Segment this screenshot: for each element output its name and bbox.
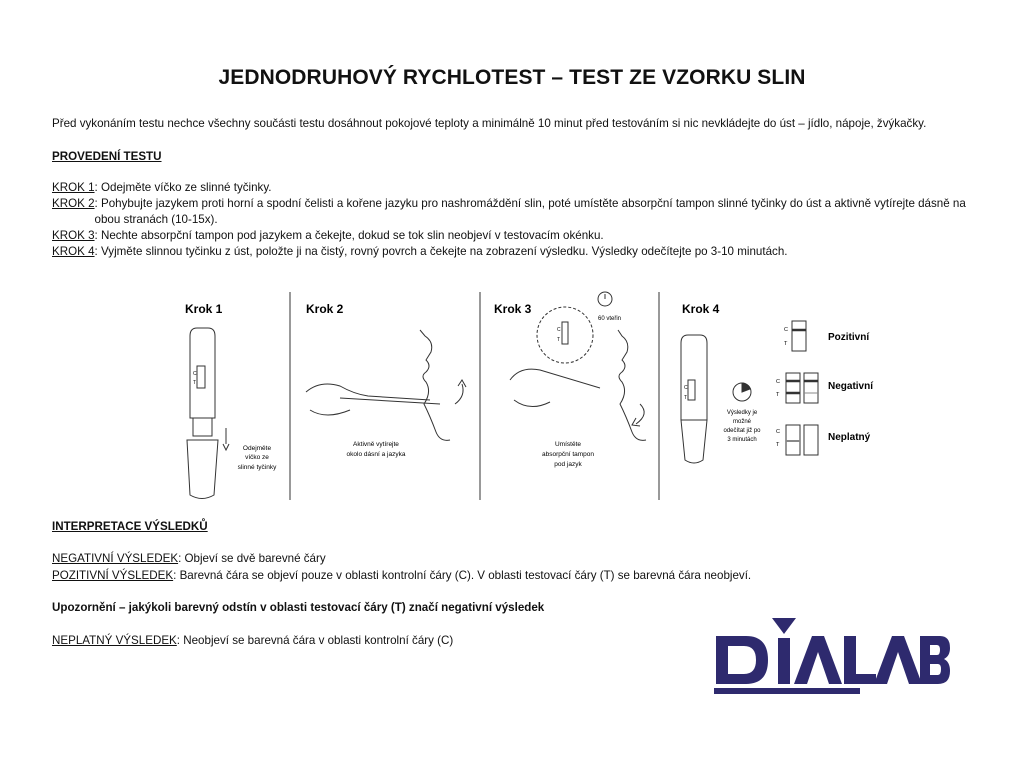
warning-text: Upozornění – jakýkoli barevný odstín v oblasti testovací čáry (T) značí negativní výsledek <box>52 601 545 614</box>
panel2-caption-2: okolo dásní a jazyka <box>346 451 406 458</box>
panel3-caption-1: Umístěte <box>554 441 582 448</box>
negative-result-line <box>52 552 326 565</box>
panel1-caption-2: víčko ze <box>245 454 269 461</box>
step-2-text: : Pohybujte jazykem proti horní a spodní čelisti a kořene jazyku pro nashromáždění slin, poté umístěte absorpční tampon slinné tyčinky do úst a aktivně vytírejte dásně na obou stranách (10-15x). <box>94 197 966 226</box>
panel2-title: Krok 2 <box>306 302 344 316</box>
panel4-caption-2: možné <box>732 419 752 425</box>
procedure-heading: PROVEDENÍ TESTU <box>52 150 162 163</box>
step-4-label: KROK 4 <box>52 245 95 258</box>
panel1-caption-3: slinné tyčinky <box>237 464 277 471</box>
negative-result-text: : Objeví se dvě barevné čáry <box>178 552 326 565</box>
positive-t-mark: T <box>784 341 788 347</box>
positive-result-label: POZITIVNÍ VÝSLEDEK <box>52 569 174 582</box>
invalid-window-b <box>804 425 818 455</box>
positive-result-text: : Barevná čára se objeví pouze v oblasti kontrolní čáry (C). V oblasti testovací čáry (T) se barevná čára neobjeví. <box>173 569 752 582</box>
negative-result-label: NEGATIVNÍ VÝSLEDEK <box>52 552 179 565</box>
positive-window <box>792 321 806 351</box>
magnifier-t-mark: T <box>557 337 561 343</box>
window-t-mark: T <box>193 380 197 386</box>
negative-window-b <box>804 373 818 403</box>
saliva-stick-result-icon <box>681 335 751 463</box>
positive-result-line <box>52 569 751 582</box>
panel2-caption-1: Aktivně vytírejte <box>353 441 399 448</box>
stick-c-mark: C <box>684 385 688 391</box>
timer-icon <box>598 292 612 306</box>
document-title: JEDNODRUHOVÝ RYCHLOTEST – TEST ZE VZORKU SLIN <box>218 66 806 89</box>
invalid-result-label: NEPLATNÝ VÝSLEDEK <box>52 634 177 647</box>
step-3-label: KROK 3 <box>52 229 95 242</box>
result-positive-label: Pozitivní <box>828 332 870 343</box>
dialab-logo <box>710 608 950 700</box>
step-3-text: : Nechte absorpční tampon pod jazykem a čekejte, dokud se tok slin neobjeví v testovacím okénku. <box>94 229 604 242</box>
negative-c-mark: C <box>776 379 780 385</box>
panel1-title: Krok 1 <box>185 302 223 316</box>
result-invalid-label: Neplatný <box>828 432 871 443</box>
result-negative-label: Negativní <box>828 381 874 392</box>
panel3-caption-2: absorpční tampon <box>541 451 595 458</box>
saliva-stick-icon <box>187 328 229 499</box>
panel4-caption-4: 3 minutách <box>727 437 757 443</box>
panel4-caption-1: Výsledky je <box>726 410 758 416</box>
face-swab-icon <box>306 330 466 440</box>
negative-t-mark: T <box>776 392 780 398</box>
invalid-result-text: : Neobjeví se barevná čára v oblasti kontrolní čáry (C) <box>176 634 454 647</box>
panel4-caption-3: odečítat již po <box>723 428 761 434</box>
intro-text: Před vykonáním testu nechce všechny součásti testu dosáhnout pokojové teploty a minimálně 10 minut před testováním si nic nevkládejte do úst – jídlo, nápoje, žvýkačky. <box>52 117 927 130</box>
magnifier-c-mark: C <box>557 327 561 333</box>
step-4-text: : Vyjměte slinnou tyčinku z úst, položte ji na čistý, rovný povrch a čekejte na zobrazení výsledku. Výsledky odečítejte po 3-10 minutách. <box>94 245 788 258</box>
panel4-title: Krok 4 <box>682 302 720 316</box>
test-window-magnifier-icon <box>510 307 646 440</box>
result-windows <box>786 321 818 455</box>
negative-window-a <box>786 373 800 403</box>
invalid-c-mark: C <box>776 429 780 435</box>
stick-t-mark: T <box>684 395 688 401</box>
step-1-text: : Odejměte víčko ze slinné tyčinky. <box>94 181 272 194</box>
logo-mark <box>714 618 950 694</box>
step-2-label: KROK 2 <box>52 197 95 210</box>
interpretation-heading: INTERPRETACE VÝSLEDKŮ <box>52 520 208 533</box>
panel3-timer-label: 60 vteřin <box>598 316 622 322</box>
window-c-mark: C <box>193 371 197 377</box>
invalid-result-line <box>52 634 453 647</box>
panel3-caption-3: pod jazyk <box>554 461 582 468</box>
panel3-title: Krok 3 <box>494 302 532 316</box>
panel1-caption-1: Odejměte <box>242 445 272 452</box>
positive-c-mark: C <box>784 327 788 333</box>
step-1-label: KROK 1 <box>52 181 95 194</box>
invalid-t-mark: T <box>776 442 780 448</box>
